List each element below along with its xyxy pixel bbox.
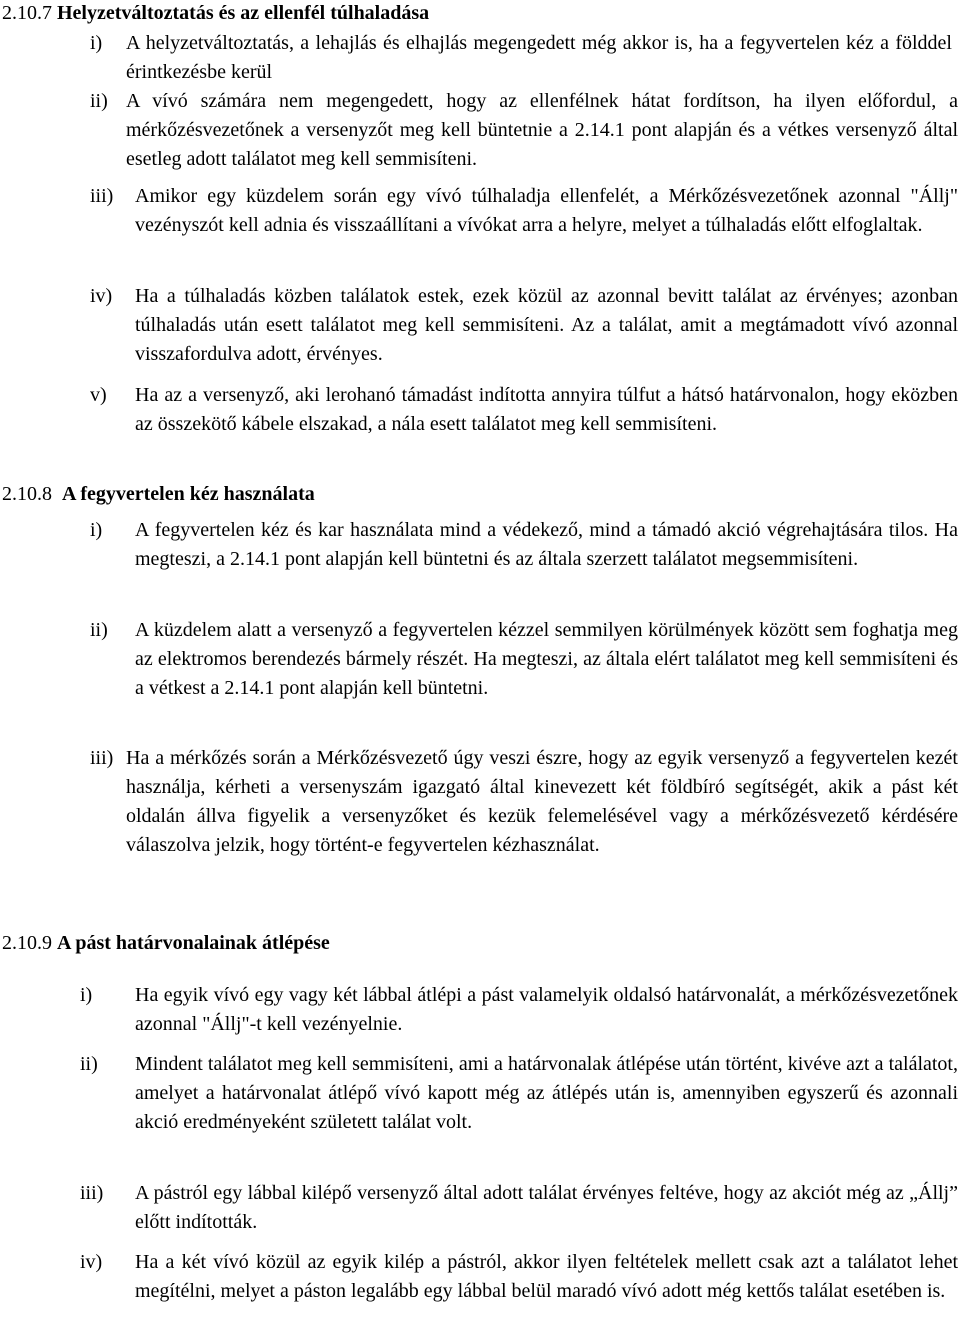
list-marker: i) — [80, 984, 93, 1006]
list-item-text: Ha egyik vívó egy vagy két lábbal átlépi a pást valamelyik oldalsó határvonalát, a mérkőzésvezetőnek azonnal "Állj"-t kell vezényelnie. — [135, 984, 958, 1035]
section-heading-2-10-8 — [2, 481, 315, 507]
list-marker: i) — [90, 32, 103, 54]
section-title: Helyzetváltoztatás és az ellenfél túlhaladása — [57, 2, 430, 24]
list-item — [90, 381, 958, 439]
list-item-text: Ha a túlhaladás közben találatok estek, ezek közül az azonnal bevitt találat az érvényes; azonban túlhaladás után esett találatot meg kell semmisíteni. Az a találat, amit a megtámadott vívó azonnal visszafordulva adott, érvényes. — [135, 285, 958, 365]
list-item — [90, 744, 958, 860]
list-marker: v) — [90, 384, 107, 406]
list-item-text: Ha az a versenyző, aki lerohanó támadást indította annyira túlfut a hátsó határvonalon, hogy eközben az összekötő kábele elszakad, a nála esett találatot meg kell semmisíteni. — [135, 384, 958, 435]
list-marker: iii) — [90, 185, 114, 207]
section-heading-2-10-7 — [2, 0, 429, 26]
list-marker: iii) — [90, 747, 114, 769]
section-number: 2.10.8 — [2, 483, 52, 505]
list-item — [80, 1179, 958, 1237]
list-item-text: A küzdelem alatt a versenyző a fegyvertelen kézzel semmilyen körülmények között sem foghatja meg az elektromos berendezés bármely részét. Ha megteszi, az általa elért találatot meg kell semmisíteni és a vétkest a 2.14.1 pont alapján kell büntetni. — [135, 619, 958, 699]
list-marker: ii) — [80, 1053, 98, 1075]
list-marker: iv) — [90, 285, 113, 307]
list-item-text: Amikor egy küzdelem során egy vívó túlhaladja ellenfelét, a Mérkőzésvezetőnek azonnal "Állj" vezényszót kell adnia és visszaállítani a vívókat arra a helyre, melyet a túlhaladás előtt elfoglaltak. — [135, 185, 958, 236]
list-item-text: A fegyvertelen kéz és kar használata mind a védekező, mind a támadó akció végrehajtására tilos. Ha megteszi, a 2.14.1 pont alapján kell büntetni és az általa szerzett találatot megsemmisíteni. — [135, 519, 958, 570]
list-item — [80, 1050, 958, 1137]
list-item-text: Mindent találatot meg kell semmisíteni, ami a határvonalak átlépése után történt, kivéve azt a találatot, amelyet a határvonalat átlépő vívó kapott még az átlépés után is, amennyiben egyszerű és azonnali akció eredményeként született találat volt. — [135, 1053, 958, 1133]
section-number: 2.10.9 — [2, 932, 52, 954]
list-item — [90, 87, 958, 174]
list-item — [90, 516, 958, 574]
section-title: A fegyvertelen kéz használata — [62, 483, 315, 505]
list-item-text: A pástról egy lábbal kilépő versenyző által adott találat érvényes feltéve, hogy az akciót még az „Állj” előtt indították. — [135, 1182, 958, 1233]
list-item — [80, 981, 958, 1039]
list-item — [90, 29, 952, 87]
list-marker: ii) — [90, 90, 108, 112]
list-marker: i) — [90, 519, 103, 541]
section-title: A pást határvonalainak átlépése — [57, 932, 330, 954]
list-item-text: A helyzetváltoztatás, a lehajlás és elhajlás megengedett még akkor is, ha a fegyvertelen kéz a földdel érintkezésbe kerül — [126, 32, 952, 83]
list-marker: iii) — [80, 1182, 104, 1204]
section-heading-2-10-9 — [2, 930, 330, 956]
list-item — [90, 616, 958, 703]
list-item — [80, 1248, 958, 1306]
section-number: 2.10.7 — [2, 2, 52, 24]
list-item-text: Ha a mérkőzés során a Mérkőzésvezető úgy veszi észre, hogy az egyik versenyző a fegyvertelen kezét használja, kérheti a versenyszám igazgató által kinevezett két földbíró segítségét, akik a pást két oldalán állva figyelik a versenyzőket és kezük felemelésével vagy a mérkőzésvezető kérdésére válaszolva jelzik, hogy történt-e fegyvertelen kézhasználat. — [126, 747, 958, 856]
list-item-text: Ha a két vívó közül az egyik kilép a pástról, akkor ilyen feltételek mellett csak azt a találatot lehet megítélni, melyet a páston legalább egy lábbal belül maradó vívó adott még kettős találat esetében is. — [135, 1251, 958, 1302]
list-item — [90, 282, 958, 369]
list-marker: iv) — [80, 1251, 103, 1273]
list-marker: ii) — [90, 619, 108, 641]
list-item — [90, 182, 958, 240]
list-item-text: A vívó számára nem megengedett, hogy az ellenfélnek hátat fordítson, ha ilyen előfordul, a mérkőzésvezetőnek a versenyzőt meg kell büntetnie a 2.14.1 pont alapján és a vétkes versenyző által esetleg adott találatot meg kell semmisíteni. — [126, 90, 958, 170]
